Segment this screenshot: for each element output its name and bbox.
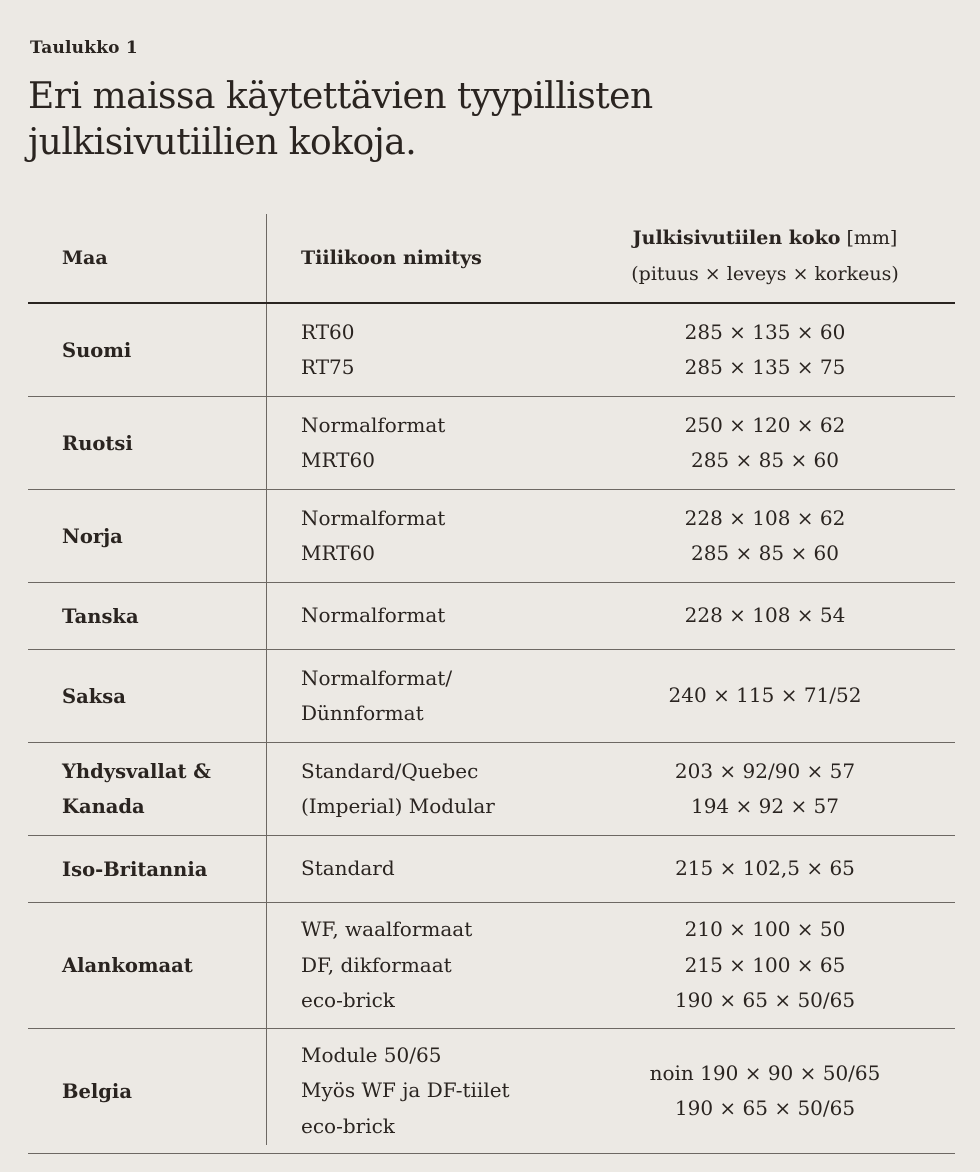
table-caption: Taulukko 1 — [30, 38, 138, 58]
size-name-cell-line: eco-brick — [301, 1113, 395, 1138]
size-value-cell — [575, 583, 955, 649]
size-value-cell — [575, 903, 955, 1028]
size-name-cell — [301, 304, 581, 396]
size-name-cell — [301, 583, 581, 649]
size-name-cell-line: MRT60 — [301, 448, 375, 472]
country-cell-line: Belgia — [62, 1079, 132, 1103]
page-title — [28, 74, 928, 166]
size-value-cell-line: 228 × 108 × 62 — [684, 505, 846, 530]
size-name-cell — [301, 836, 581, 902]
country-cell — [62, 650, 262, 742]
size-value-cell — [575, 650, 955, 742]
size-name-cell-line: Myös WF ja DF-tiilet — [301, 1078, 510, 1103]
size-name-cell-line: MRT60 — [301, 541, 375, 565]
size-name-cell-line: Dünnformat — [301, 701, 424, 725]
country-cell — [62, 490, 262, 582]
table-row — [28, 743, 955, 836]
size-value-cell-line: 215 × 102,5 × 65 — [675, 856, 855, 881]
size-name-cell-line: Normalformat — [301, 505, 446, 530]
country-cell-line: Kanada — [62, 795, 145, 818]
title-line: Eri maissa käytettävien tyypillisten — [28, 76, 653, 117]
size-value-cell-line: 203 × 92/90 × 57 — [674, 758, 856, 783]
size-value-cell-line: 228 × 108 × 54 — [684, 603, 846, 628]
country-cell — [62, 1029, 262, 1153]
size-name-cell-line: Normalformat/ — [301, 665, 453, 690]
size-name-cell-line: Module 50/65 — [301, 1042, 442, 1067]
size-name-cell-line: Normalformat — [301, 412, 446, 437]
table-row — [28, 583, 955, 650]
country-cell-line: Suomi — [62, 338, 132, 362]
size-name-cell-line: Standard/Quebec — [301, 758, 479, 783]
size-value-cell-line: 194 × 92 × 57 — [690, 794, 840, 818]
header-size-unit: [mm] — [840, 227, 898, 249]
size-name-cell-line: RT75 — [301, 355, 355, 379]
size-name-cell — [301, 903, 581, 1028]
country-cell-line: Yhdysvallat & — [62, 760, 211, 783]
size-value-cell — [575, 397, 955, 489]
country-cell — [62, 397, 262, 489]
size-value-cell-line: 285 × 85 × 60 — [690, 448, 840, 472]
size-name-cell-line: Normalformat — [301, 603, 446, 628]
country-cell-line: Alankomaat — [62, 954, 193, 977]
size-name-cell — [301, 490, 581, 582]
size-value-cell-line: 250 × 120 × 62 — [684, 412, 846, 437]
header-name: Tiilikoon nimitys — [301, 247, 482, 269]
size-value-cell-line: 215 × 100 × 65 — [684, 952, 846, 977]
size-name-cell-line: RT60 — [301, 319, 355, 344]
size-value-cell — [575, 304, 955, 396]
country-cell — [62, 583, 262, 649]
size-value-cell — [575, 743, 955, 835]
country-cell — [62, 304, 262, 396]
table-row — [28, 304, 955, 397]
table-row — [28, 836, 955, 903]
size-value-cell-line: 240 × 115 × 71/52 — [668, 683, 862, 708]
size-value-cell-line: 285 × 85 × 60 — [690, 541, 840, 565]
size-value-cell — [575, 1029, 955, 1153]
table-header — [28, 214, 955, 304]
header-size-title: Julkisivutiilen koko — [632, 227, 841, 249]
title-line: julkisivutiilien kokoja. — [28, 122, 417, 163]
size-name-cell — [301, 650, 581, 742]
table-row — [28, 490, 955, 583]
country-cell — [62, 903, 262, 1028]
size-name-cell — [301, 743, 581, 835]
country-cell-line: Norja — [62, 524, 123, 548]
size-name-cell-line: eco-brick — [301, 988, 395, 1013]
size-name-cell — [301, 397, 581, 489]
size-value-cell — [575, 836, 955, 902]
table-body — [28, 304, 955, 1154]
country-cell-line: Tanska — [62, 604, 139, 628]
size-value-cell — [575, 490, 955, 582]
size-value-cell-line: 285 × 135 × 75 — [684, 355, 846, 379]
table-row — [28, 1029, 955, 1154]
size-name-cell-line: (Imperial) Modular — [301, 794, 495, 818]
size-value-cell-line: noin 190 × 90 × 50/65 — [649, 1060, 881, 1085]
header-size-sub: (pituus × leveys × korkeus) — [631, 263, 899, 285]
size-value-cell-line: 190 × 65 × 50/65 — [674, 1096, 856, 1120]
brick-size-table — [28, 214, 955, 1154]
country-cell-line: Iso-Britannia — [62, 857, 208, 881]
size-value-cell-line: 285 × 135 × 60 — [684, 319, 846, 344]
size-name-cell-line: DF, dikformaat — [301, 952, 452, 977]
table-row — [28, 650, 955, 743]
header-country: Maa — [62, 247, 108, 269]
table-row — [28, 397, 955, 490]
size-value-cell-line: 190 × 65 × 50/65 — [674, 988, 856, 1013]
size-name-cell-line: Standard — [301, 856, 395, 881]
country-cell-line: Saksa — [62, 684, 126, 708]
size-name-cell — [301, 1029, 581, 1153]
country-cell — [62, 743, 262, 835]
header-size — [575, 220, 955, 292]
table-row — [28, 903, 955, 1029]
country-cell-line: Ruotsi — [62, 431, 133, 455]
size-value-cell-line: 210 × 100 × 50 — [684, 917, 846, 942]
size-name-cell-line: WF, waalformaat — [301, 917, 473, 942]
country-cell — [62, 836, 262, 902]
